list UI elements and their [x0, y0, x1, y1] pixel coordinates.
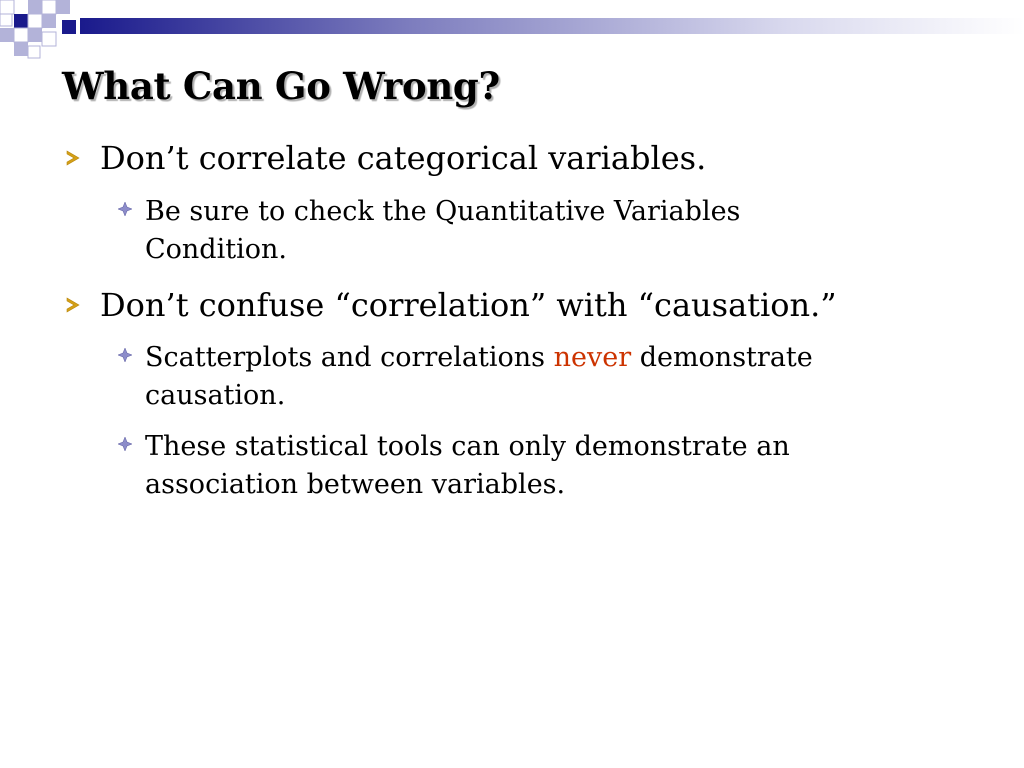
diamond-four-point-icon	[117, 201, 133, 217]
emphasis-never: never	[553, 342, 632, 373]
chevron-right-icon	[64, 149, 82, 167]
bullet-text: Don’t confuse “correlation” with “causation.”	[100, 286, 837, 324]
sub-bullet-text	[145, 339, 885, 415]
chevron-right-icon	[64, 296, 82, 314]
slide-title: What Can Go Wrong?	[62, 64, 500, 108]
diamond-four-point-icon	[117, 436, 133, 452]
sub-bullet-text-before: Scatterplots and correlations	[145, 342, 554, 373]
diamond-four-point-icon	[117, 347, 133, 363]
bullet-text: Don’t correlate categorical variables.	[100, 139, 707, 177]
sub-bullet-text: These statistical tools can only demonstrate an association between variables.	[145, 431, 790, 500]
sub-bullet-text-after: demonstrate causation.	[145, 342, 813, 411]
sub-bullet-text: Be sure to check the Quantitative Variables Condition.	[145, 196, 741, 265]
